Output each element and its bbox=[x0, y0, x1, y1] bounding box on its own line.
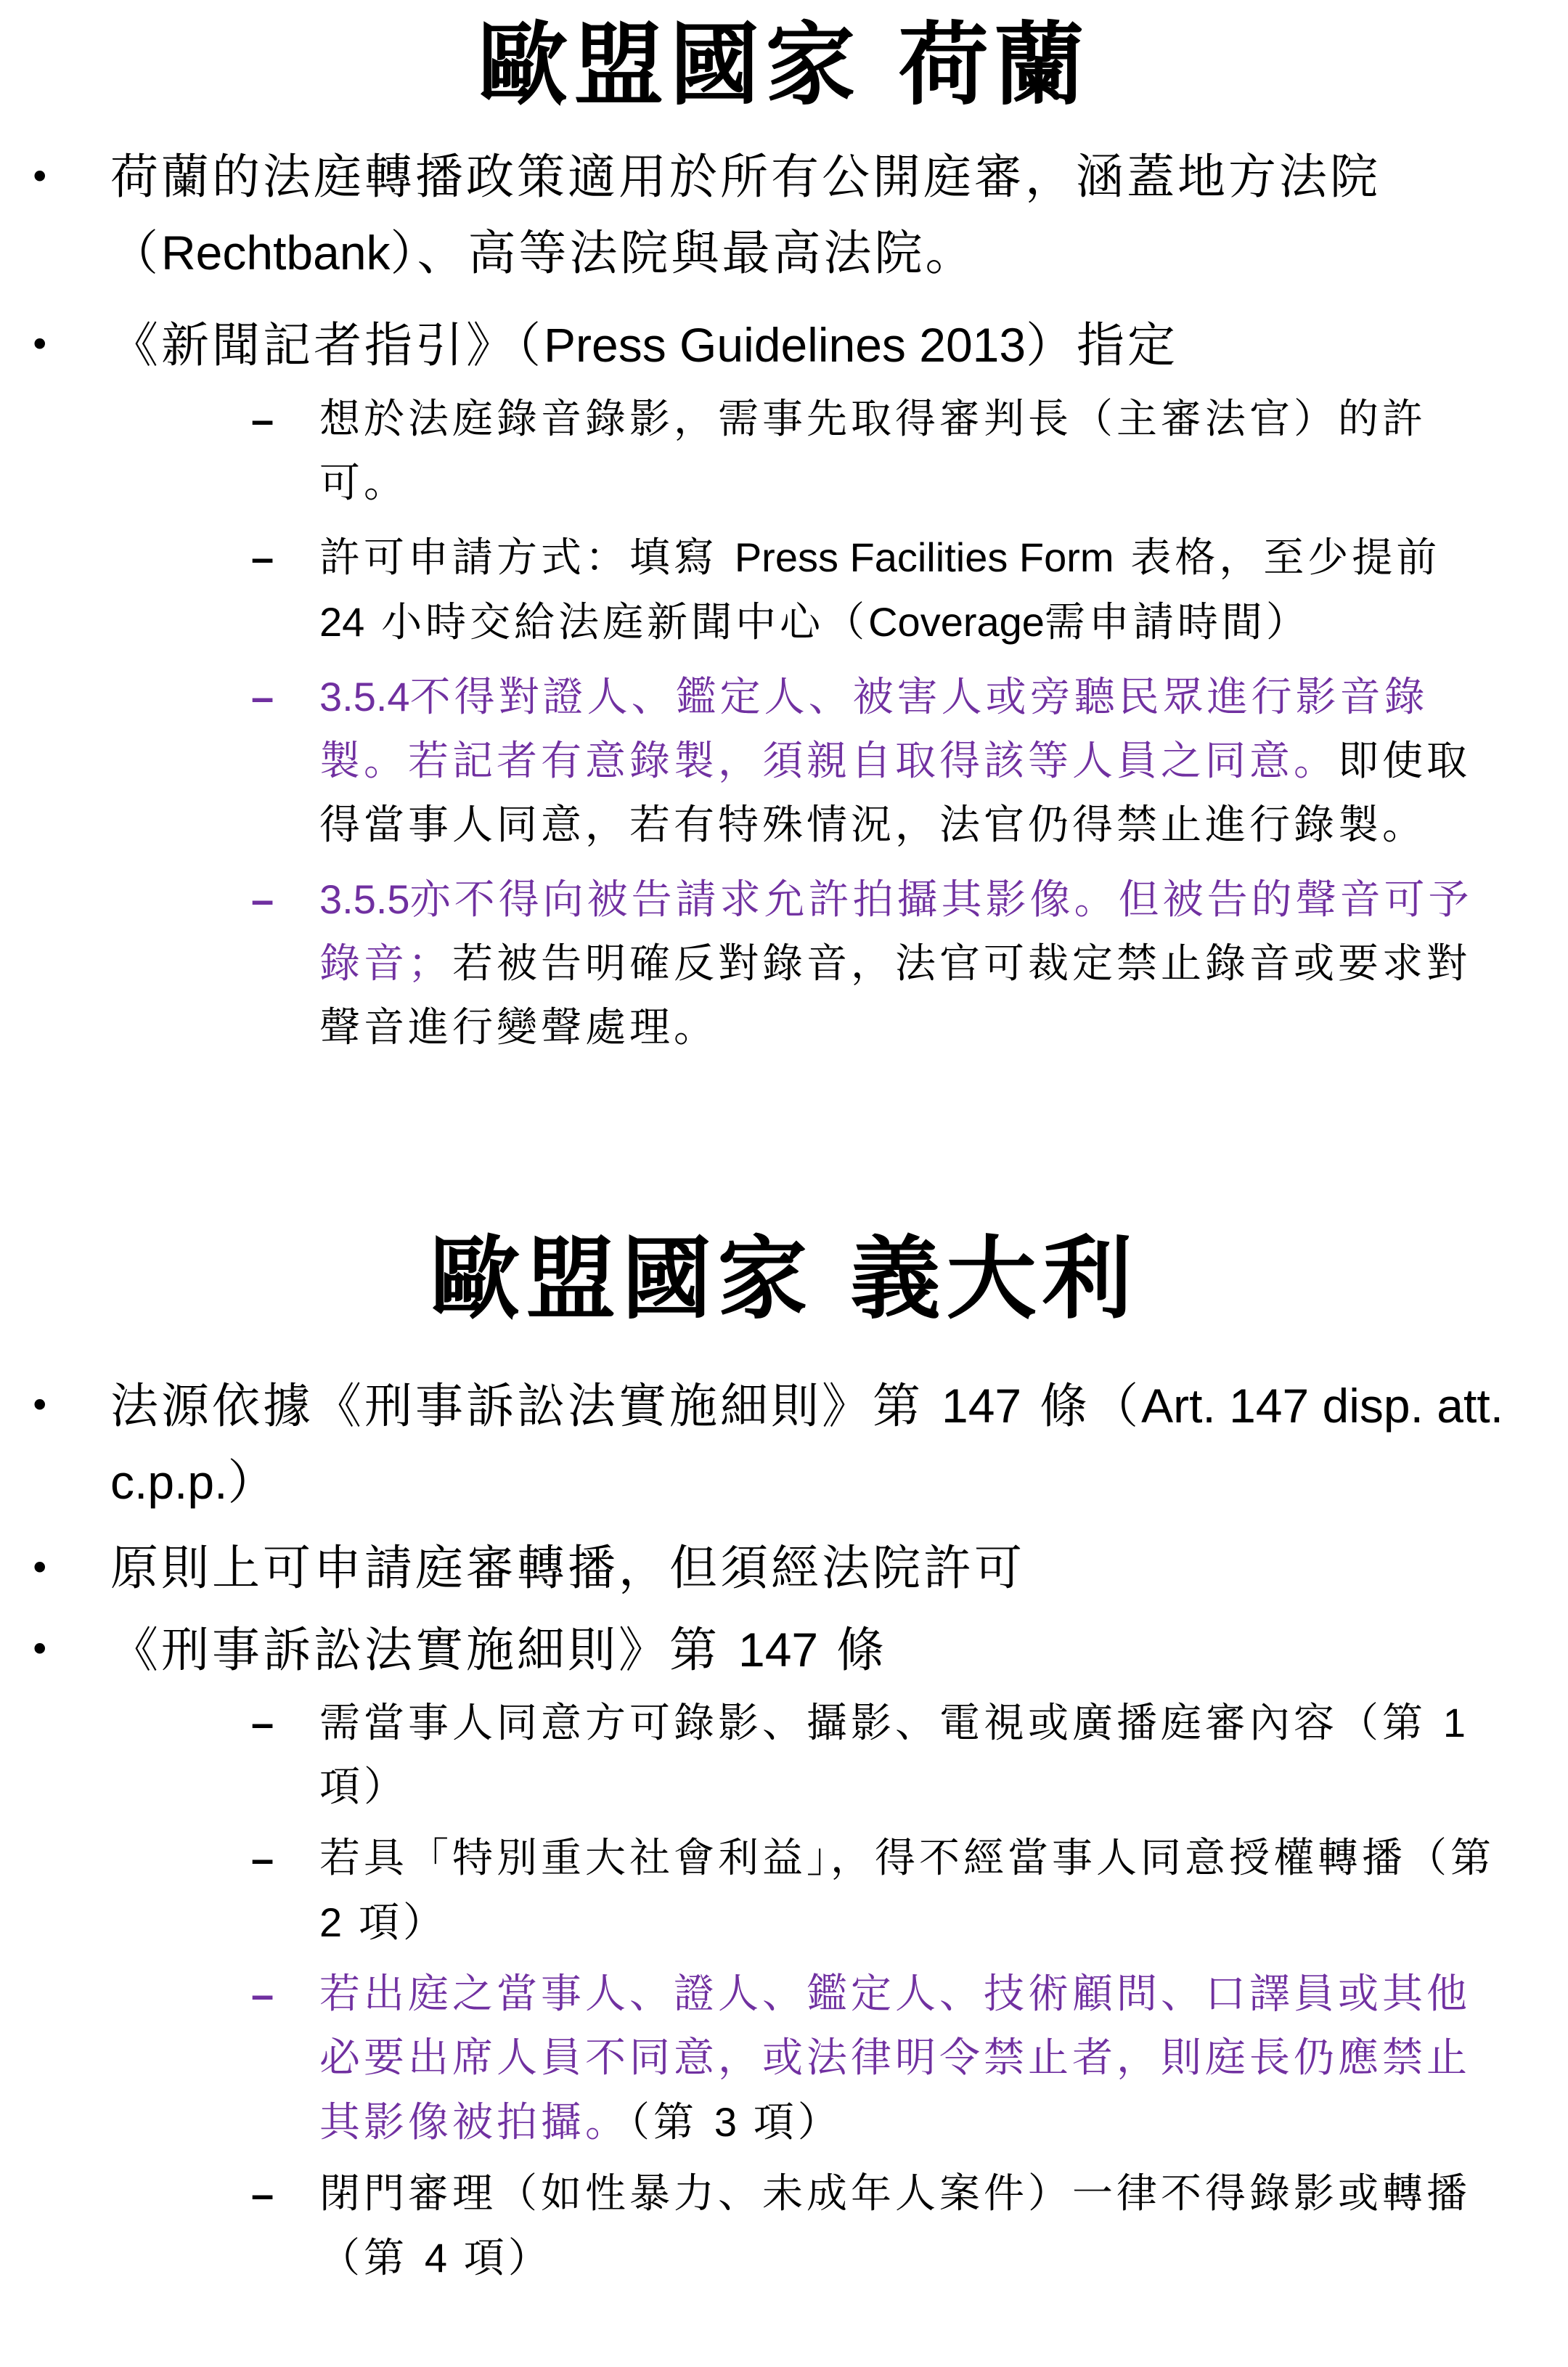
list-item bbox=[0, 139, 1568, 291]
sub-list-item bbox=[110, 868, 1532, 1060]
round-bullet-icon: • bbox=[29, 1547, 54, 1589]
item-text: 《新聞記者指引》（ bbox=[110, 317, 544, 373]
sub-item-text-latin: 4 bbox=[424, 2235, 447, 2281]
sub-list bbox=[110, 388, 1532, 1060]
dash-bullet-icon: – bbox=[251, 1700, 278, 1745]
slide-italy bbox=[0, 1226, 1568, 2323]
dash-bullet-icon: – bbox=[251, 876, 278, 922]
dash-bullet-icon: – bbox=[251, 2171, 278, 2217]
list-item bbox=[0, 1368, 1568, 1520]
dash-bullet-icon: – bbox=[251, 674, 278, 720]
highlighted-text: 亦不得向被告請求允許拍攝其影像。但被告的聲音可予錄音； bbox=[319, 876, 1473, 987]
sub-list-item bbox=[110, 388, 1532, 516]
sub-item-text: 需當事人同意方可錄影、攝影、電視或廣播庭審內容（第 bbox=[319, 1700, 1443, 1747]
item-text-latin: 147 bbox=[941, 1379, 1022, 1433]
item-text: 條 bbox=[818, 1622, 888, 1678]
item-text-latin: 147 bbox=[738, 1623, 819, 1677]
dash-bullet-icon: – bbox=[251, 1971, 278, 2017]
dash-bullet-icon: – bbox=[251, 396, 278, 442]
sub-item-text: 許可申請方式：填寫 bbox=[319, 534, 735, 582]
item-text-latin: Art. 147 disp. att. c.p.p. bbox=[110, 1379, 1504, 1509]
round-bullet-icon: • bbox=[29, 324, 54, 366]
sub-item-text: 即使取得當事人同意，若有特殊情況，法官仍得禁止進行錄製。 bbox=[319, 738, 1471, 849]
item-text: 條（ bbox=[1021, 1378, 1142, 1434]
sub-item-text: 項） bbox=[736, 2099, 842, 2146]
sub-item-text: 小時交給法庭新聞中心（ bbox=[364, 599, 869, 646]
item-text: 荷蘭的法庭轉播政策適用於所有公開庭審，涵蓋地方法院（ bbox=[110, 149, 1381, 281]
sub-item-text: 若被告明確反對錄音，法官可裁定禁止錄音或要求對聲音進行變聲處理。 bbox=[319, 940, 1471, 1051]
item-text: ） bbox=[227, 1454, 279, 1510]
dash-bullet-icon: – bbox=[251, 1836, 278, 1881]
item-text: 法源依據《刑事訴訟法實施細則》第 bbox=[110, 1378, 942, 1434]
sub-list-item bbox=[110, 526, 1532, 655]
sub-item-text: 項） bbox=[319, 1764, 408, 1811]
item-text-latin: Rechtbank bbox=[161, 226, 391, 280]
list-item bbox=[0, 307, 1568, 1060]
sub-item-text: 想於法庭錄音錄影，需事先取得審判長（主審法官）的許可。 bbox=[319, 396, 1426, 507]
sub-item-text: 項） bbox=[446, 2235, 552, 2282]
round-bullet-icon: • bbox=[29, 156, 54, 198]
sub-list-item bbox=[110, 1691, 1532, 1820]
item-text: 《刑事訴訟法實施細則》第 bbox=[110, 1622, 738, 1678]
sub-list-item bbox=[110, 665, 1532, 857]
sub-item-text: 閉門審理（如性暴力、未成年人案件）一律不得錄影或轉播（第 bbox=[319, 2170, 1471, 2282]
sub-item-text: 項） bbox=[342, 1899, 447, 1947]
sub-item-text: 需申請時間） bbox=[1044, 599, 1310, 646]
sub-item-text-latin: 2 bbox=[319, 1899, 343, 1945]
item-text: 原則上可申請庭審轉播，但須經法院許可 bbox=[110, 1540, 1025, 1596]
list-item bbox=[0, 1612, 1568, 2291]
sub-list-item bbox=[110, 1963, 1532, 2155]
sub-item-text: 若具「特別重大社會利益」，得不經當事人同意授權轉播（第 bbox=[319, 1835, 1495, 1882]
sub-item-text-latin: 3 bbox=[714, 2099, 737, 2145]
item-text: ）指定 bbox=[1026, 317, 1179, 373]
highlighted-text: 不得對證人、鑑定人、被害人或旁聽民眾進行影音錄製。若記者有意錄製，須親自取得該等人員之同意。 bbox=[319, 674, 1429, 785]
sub-item-text: （第 bbox=[629, 2099, 714, 2146]
bullet-list bbox=[0, 1368, 1568, 2291]
dash-bullet-icon: – bbox=[251, 534, 278, 580]
article-number: 3.5.5 bbox=[319, 876, 410, 922]
sub-list-item bbox=[110, 2162, 1532, 2291]
page-title: 歐盟國家 荷蘭 bbox=[478, 12, 1090, 118]
page-title: 歐盟國家 義大利 bbox=[430, 1226, 1138, 1332]
sub-item-text-latin: 24 bbox=[319, 599, 365, 645]
slide-netherlands bbox=[0, 0, 1568, 1089]
sub-item-text: 表格，至少提前 bbox=[1114, 534, 1441, 582]
item-text: ）、高等法院與最高法院。 bbox=[390, 225, 976, 281]
round-bullet-icon: • bbox=[29, 1629, 54, 1671]
sub-item-text-latin: Press Facilities Form bbox=[734, 534, 1114, 580]
highlighted-text: 若出庭之當事人、證人、鑑定人、技術顧問、口譯員或其他必要出席人員不同意，或法律明令禁止者，則庭長仍應禁止其影像被拍攝。 bbox=[319, 1971, 1471, 2146]
article-number: 3.5.4 bbox=[319, 674, 410, 720]
item-text-latin: Press Guidelines 2013 bbox=[544, 318, 1026, 372]
sub-list bbox=[110, 1691, 1532, 2291]
round-bullet-icon: • bbox=[29, 1385, 54, 1427]
bullet-list bbox=[0, 139, 1568, 1060]
list-item bbox=[0, 1531, 1568, 1606]
sub-item-text-latin: Coverage bbox=[868, 599, 1045, 645]
sub-list-item bbox=[110, 1827, 1532, 1955]
sub-item-text-latin: 1 bbox=[1442, 1700, 1466, 1745]
